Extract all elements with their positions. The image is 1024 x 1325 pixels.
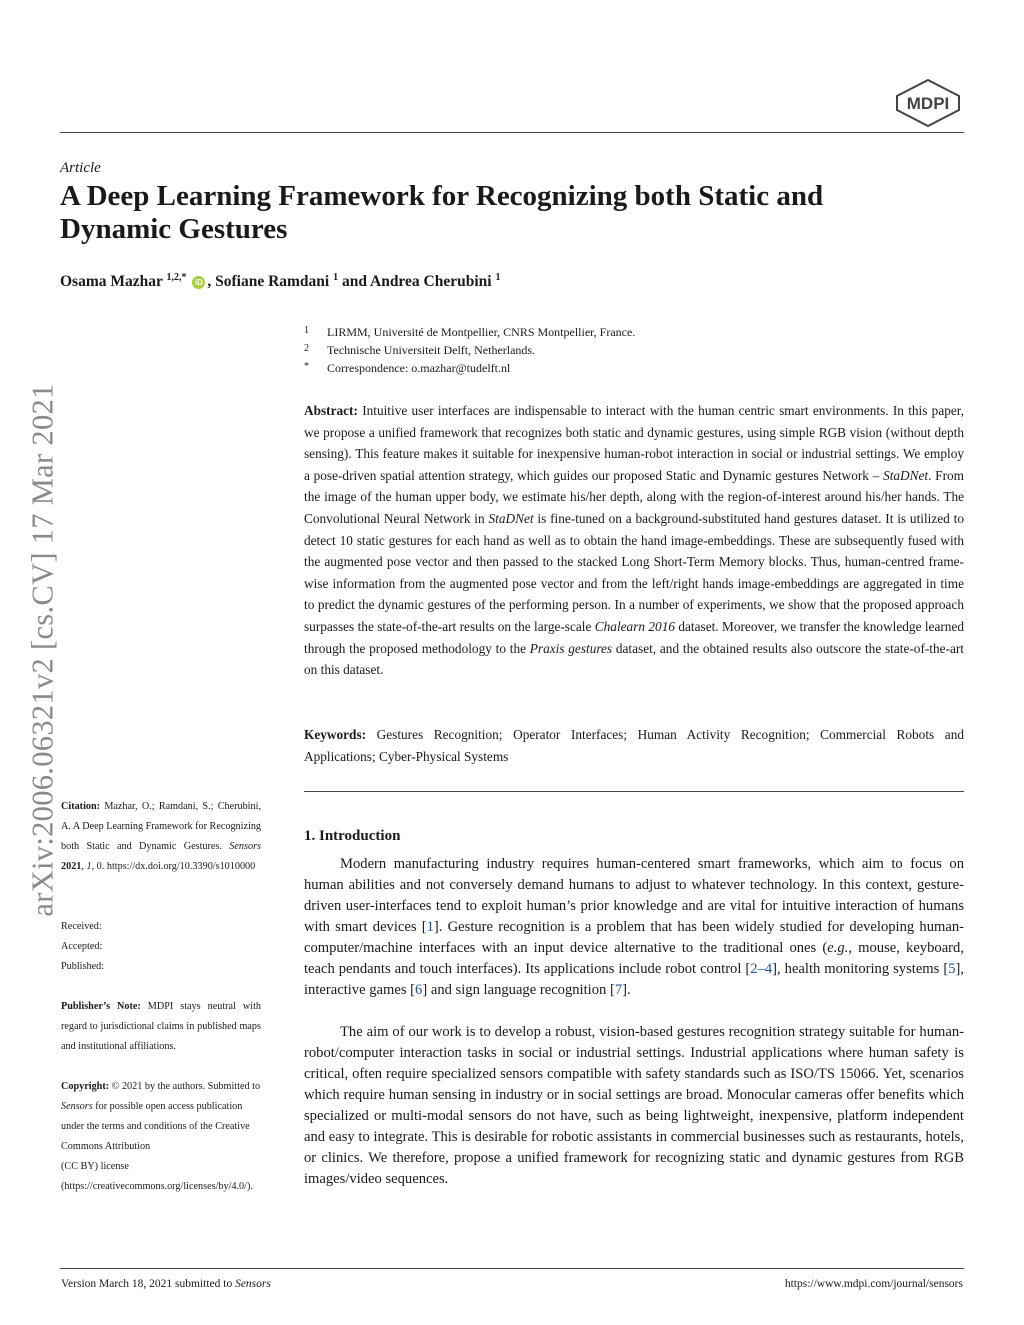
author-name: Sofiane Ramdani bbox=[215, 273, 330, 291]
published-label: Published: bbox=[61, 961, 105, 972]
section-heading: 1. Introduction bbox=[304, 828, 401, 844]
top-rule bbox=[60, 132, 964, 133]
paragraph-text: ]. bbox=[622, 982, 631, 998]
author-affil-mark: 1,2,* bbox=[166, 272, 187, 283]
paragraph-text: ], health monitoring systems [ bbox=[772, 961, 949, 977]
author-affil-mark: 1 bbox=[495, 272, 501, 283]
affiliation-item bbox=[304, 323, 635, 341]
intro-paragraph bbox=[304, 1022, 964, 1190]
affiliation-item bbox=[304, 359, 635, 377]
publisher-note bbox=[61, 997, 261, 1057]
orcid-icon[interactable]: iD bbox=[192, 276, 205, 289]
section-rule bbox=[304, 791, 964, 792]
abstract-label: Abstract: bbox=[304, 403, 358, 418]
paragraph-text: ], interactive games [ bbox=[304, 961, 964, 998]
footer-journal: Sensors bbox=[235, 1278, 271, 1290]
citation-block: Citation: Mazhar, O.; Ramdani, S.; Cherubini, A. A Deep Learning Framework for Recognizing both Static and Dynamic Gestures. Sensors 2021, 1, 0. https://dx.doi.org/10.3390/s1010000 bbox=[61, 801, 262, 872]
intro-paragraph bbox=[304, 854, 964, 1001]
footer-rule bbox=[60, 1268, 964, 1269]
citation-ref[interactable]: 7 bbox=[614, 982, 623, 998]
copyright-text: for possible open access publication under the terms and conditions of the Creative Commons Attribution bbox=[61, 1101, 250, 1152]
affiliation-mark: 2 bbox=[304, 343, 309, 354]
paragraph-text: , mouse, keyboard, teach pendants and touch interfaces). Its applications include robot control [ bbox=[304, 940, 964, 977]
citation-doi[interactable]: , 0. https://dx.doi.org/10.3390/s1010000 bbox=[91, 861, 256, 872]
arxiv-stamp-text: arXiv:2006.06321v2 [cs.CV] 17 Mar 2021 bbox=[25, 383, 60, 917]
mdpi-logo bbox=[893, 78, 963, 128]
copyright-journal: Sensors bbox=[61, 1101, 93, 1112]
footer-journal-url[interactable]: https://www.mdpi.com/journal/sensors bbox=[784, 1278, 963, 1290]
article-type: Article bbox=[60, 160, 101, 176]
abstract-emph: StaDNet bbox=[488, 510, 534, 526]
abstract bbox=[304, 400, 964, 681]
keywords bbox=[304, 724, 964, 767]
citation-label: Citation: bbox=[61, 801, 101, 812]
citation-journal: Sensors bbox=[229, 841, 261, 852]
copyright-block bbox=[61, 1077, 261, 1197]
abstract-text: dataset, and the obtained results also outscore the state-of-the-art on this dataset. bbox=[304, 640, 964, 678]
correspondence-text[interactable]: Correspondence: o.mazhar@tudelft.nl bbox=[327, 361, 511, 375]
abstract-emph: Chalearn 2016 bbox=[594, 618, 675, 634]
copyright-label: Copyright: bbox=[61, 1081, 110, 1092]
affiliation-mark: * bbox=[304, 361, 309, 372]
license-link[interactable]: (CC BY) license (https://creativecommons.org/licenses/by/4.0/). bbox=[61, 1161, 253, 1192]
abstract-emph: Praxis gestures bbox=[529, 640, 613, 656]
citation-ref[interactable]: 5 bbox=[948, 961, 956, 977]
author-list bbox=[60, 272, 500, 291]
abstract-emph: StaDNet bbox=[883, 467, 929, 483]
author-name: Andrea Cherubini bbox=[370, 273, 492, 291]
abstract-text: is fine-tuned on a background-substituted hand gestures dataset. It is utilized to detect 10 static gestures for each hand as well as to obtain the hand image-embeddings. These are subsequently fused with the augmented pose vector and then passed to the stacked Long Short-Term Memory blocks. Thus, human-centred frame-wise information from the augmented pose vector and from the left/right hands image-embeddings are aggregated in time to predict the dynamic gestures of the performing person. In a number of experiments, we show that the proposed approach surpasses the state-of-the-art results on the large-scale bbox=[304, 510, 964, 634]
author-separator: and bbox=[338, 273, 370, 291]
copyright-text: © 2021 by the authors. Submitted to bbox=[109, 1081, 261, 1092]
paragraph-emph: e.g. bbox=[827, 940, 849, 956]
abstract-text: dataset. Moreover, we transfer the knowledge learned through the proposed methodology to the bbox=[304, 618, 964, 656]
footer-version bbox=[61, 1278, 271, 1290]
paper-title: A Deep Learning Framework for Recognizing both Static and Dynamic Gestures bbox=[60, 180, 824, 245]
citation-ref[interactable]: 6 bbox=[415, 982, 423, 998]
affiliation-item bbox=[304, 341, 635, 359]
citation-ref[interactable]: 2–4 bbox=[750, 961, 773, 977]
abstract-text: Intuitive user interfaces are indispensable to interact with the human centric smart environments. In this paper, we propose a unified framework that recognizes both static and dynamic gestures, using simple RGB vision (without depth sensing). This feature makes it suitable for inexpensive human-robot interaction in social or industrial settings. We employ a pose-driven spatial attention strategy, which guides our proposed Static and Dynamic gestures Network – bbox=[304, 403, 964, 483]
publisher-note-text: MDPI stays neutral with regard to jurisdictional claims in published maps and institutional affiliations. bbox=[61, 1001, 262, 1052]
keywords-label: Keywords: bbox=[304, 727, 367, 742]
dates-block bbox=[61, 917, 104, 977]
paragraph-text: The aim of our work is to develop a robust, vision-based gestures recognition strategy suitable for human-robot/computer interaction tasks in social or industrial settings. Industrial applications where human safety is critical, often require specialized sensors compatible with safety standards such as ISO/TS 15066. Yet, scenarios which require human sensing in industry or in social settings are broad. Monocular cameras offer benefits which specialized or multi-modal sensors do not have, such as being lightweight, inexpensive, platform independent and easy to integrate. This is desirable for robotic assistants in commercial businesses such as restaurants, hotels, or clinics. We therefore, propose a unified framework for recognizing static and dynamic gestures from RGB images/video sequences. bbox=[304, 1024, 964, 1187]
received-label: Received: bbox=[61, 921, 102, 932]
mdpi-logo-text: MDPI bbox=[906, 94, 950, 113]
affiliation-text: LIRMM, Université de Montpellier, CNRS Montpellier, France. bbox=[327, 325, 636, 339]
affiliation-mark: 1 bbox=[304, 325, 309, 336]
keywords-text: Gestures Recognition; Operator Interfaces; Human Activity Recognition; Commercial Robots and Applications; Cyber-Physical Systems bbox=[304, 727, 964, 764]
citation-text: Mazhar, O.; Ramdani, S.; Cherubini, A. A Deep Learning Framework for Recognizing both Static and Dynamic Gestures. bbox=[61, 801, 262, 852]
paragraph-text: Modern manufacturing industry requires human-centered smart frameworks, which aim to focus on human abilities and not conversely demand humans to adjust to whatever technology. In this context, gesture-driven user-interfaces tend to exploit human’s prior knowledge and are vital for intuitive interaction of humans with smart devices [ bbox=[304, 856, 964, 935]
accepted-label: Accepted: bbox=[61, 941, 103, 952]
paragraph-text: ]. Gesture recognition is a problem that has been widely studied for developing human-computer/machine interfaces with an input device alternative to the traditional ones ( bbox=[304, 919, 964, 956]
citation-volume: 1 bbox=[86, 861, 92, 872]
footer-version-text: Version March 18, 2021 submitted to bbox=[61, 1278, 236, 1290]
paragraph-text: ] and sign language recognition [ bbox=[422, 982, 615, 998]
publisher-note-label: Publisher’s Note: bbox=[61, 1001, 141, 1012]
author-name: Osama Mazhar bbox=[60, 273, 163, 291]
affiliation-text: Technische Universiteit Delft, Netherlands. bbox=[327, 343, 536, 357]
author-affil-mark: 1 bbox=[333, 272, 339, 283]
citation-ref[interactable]: 1 bbox=[426, 919, 434, 935]
citation-year: 2021 bbox=[61, 861, 82, 872]
abstract-text: . From the image of the human upper body, we estimate his/her depth, along with the region-of-interest around his/her hands. The Convolutional Neural Network in bbox=[304, 467, 964, 526]
author-separator: , bbox=[207, 273, 216, 291]
affiliations bbox=[304, 323, 635, 377]
